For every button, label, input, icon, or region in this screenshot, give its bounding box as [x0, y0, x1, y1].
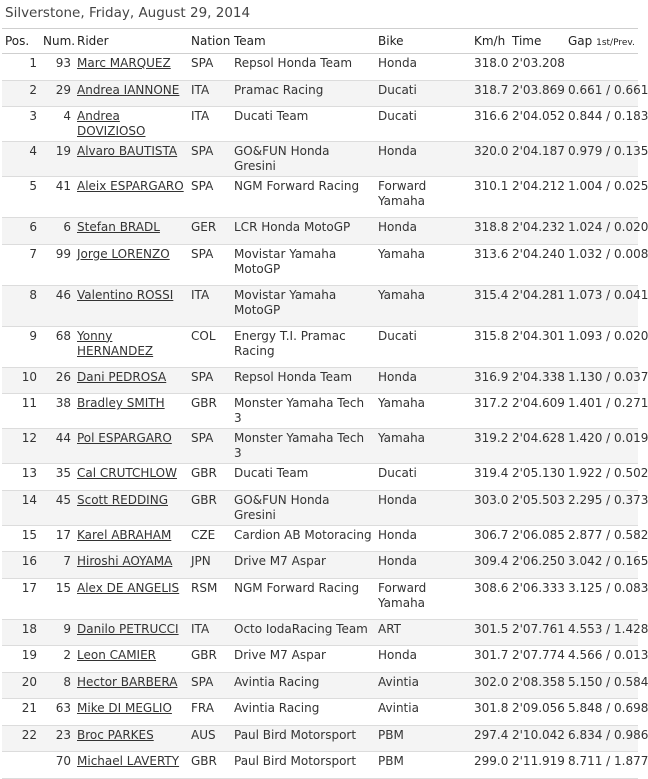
cell-num: 35: [40, 464, 74, 491]
cell-team: Ducati Team: [231, 464, 375, 491]
table-row: [2, 464, 638, 491]
cell-nation: GBR: [188, 464, 231, 491]
cell-kmh: 316.9: [471, 367, 509, 394]
cell-pos: 1: [2, 54, 40, 81]
cell-kmh: 309.4: [471, 552, 509, 579]
cell-num: 63: [40, 699, 74, 726]
cell-kmh: 299.0: [471, 752, 509, 779]
rider-link[interactable]: Michael LAVERTY: [77, 754, 180, 768]
cell-bike: Honda: [375, 552, 471, 579]
cell-rider: [74, 672, 188, 699]
cell-pos: 19: [2, 646, 40, 673]
cell-rider: [74, 752, 188, 779]
table-row: [2, 429, 638, 464]
cell-gap: 4.553 / 1.428: [565, 619, 638, 646]
rider-link[interactable]: Mike DI MEGLIO: [77, 701, 172, 715]
cell-num: 93: [40, 54, 74, 81]
cell-team: Movistar Yamaha MotoGP: [231, 244, 375, 285]
cell-nation: ITA: [188, 285, 231, 326]
cell-nation: SPA: [188, 177, 231, 218]
cell-time: 2'04.338: [509, 367, 565, 394]
cell-num: 7: [40, 552, 74, 579]
table-row: [2, 646, 638, 673]
rider-link[interactable]: Bradley SMITH: [77, 396, 165, 410]
cell-pos: 16: [2, 552, 40, 579]
cell-bike: Honda: [375, 490, 471, 525]
rider-link[interactable]: Yonny HERNANDEZ: [77, 328, 154, 358]
col-header-team: Team: [231, 29, 375, 54]
cell-gap: 1.004 / 0.025: [565, 177, 638, 218]
cell-rider: [74, 326, 188, 367]
table-row: [2, 218, 638, 245]
cell-pos: 15: [2, 525, 40, 552]
cell-time: 2'03.869: [509, 80, 565, 107]
cell-kmh: 317.2: [471, 394, 509, 429]
cell-time: 2'05.130: [509, 464, 565, 491]
cell-team: Cardion AB Motoracing: [231, 525, 375, 552]
cell-team: Ducati Team: [231, 107, 375, 142]
cell-gap: 5.150 / 0.584: [565, 672, 638, 699]
cell-nation: SPA: [188, 672, 231, 699]
cell-bike: Avintia: [375, 699, 471, 726]
cell-kmh: 318.0: [471, 54, 509, 81]
cell-bike: Yamaha: [375, 285, 471, 326]
table-row: [2, 725, 638, 752]
cell-pos: 9: [2, 326, 40, 367]
cell-nation: SPA: [188, 244, 231, 285]
rider-link[interactable]: Alvaro BAUTISTA: [77, 144, 178, 158]
cell-bike: Avintia: [375, 672, 471, 699]
cell-bike: PBM: [375, 725, 471, 752]
cell-gap: 1.024 / 0.020: [565, 218, 638, 245]
cell-kmh: 319.4: [471, 464, 509, 491]
gap-label: Gap: [568, 34, 593, 48]
cell-team: Avintia Racing: [231, 672, 375, 699]
cell-num: 45: [40, 490, 74, 525]
cell-gap: 8.711 / 1.877: [565, 752, 638, 779]
cell-rider: [74, 464, 188, 491]
table-row: [2, 54, 638, 81]
cell-nation: GBR: [188, 490, 231, 525]
cell-time: 2'04.240: [509, 244, 565, 285]
cell-pos: 17: [2, 578, 40, 619]
cell-gap: 6.834 / 0.986: [565, 725, 638, 752]
header-row: [2, 29, 638, 54]
table-row: [2, 578, 638, 619]
table-row: [2, 177, 638, 218]
cell-bike: Yamaha: [375, 394, 471, 429]
cell-team: Monster Yamaha Tech 3: [231, 429, 375, 464]
cell-team: Drive M7 Aspar: [231, 552, 375, 579]
cell-time: 2'04.609: [509, 394, 565, 429]
cell-num: 23: [40, 725, 74, 752]
cell-kmh: 320.0: [471, 142, 509, 177]
cell-nation: JPN: [188, 552, 231, 579]
cell-time: 2'04.187: [509, 142, 565, 177]
rider-link[interactable]: Jorge LORENZO: [77, 246, 170, 261]
cell-num: 15: [40, 578, 74, 619]
cell-num: 44: [40, 429, 74, 464]
cell-pos: 4: [2, 142, 40, 177]
cell-pos: 18: [2, 619, 40, 646]
col-header-num: Num.: [40, 29, 74, 54]
cell-bike: Honda: [375, 142, 471, 177]
cell-num: 8: [40, 672, 74, 699]
cell-gap: 5.848 / 0.698: [565, 699, 638, 726]
cell-kmh: 310.1: [471, 177, 509, 218]
cell-gap: 3.125 / 0.083: [565, 578, 638, 619]
cell-bike: PBM: [375, 752, 471, 779]
col-header-time: Time: [509, 29, 565, 54]
cell-bike: Honda: [375, 525, 471, 552]
cell-rider: [74, 80, 188, 107]
cell-rider: [74, 142, 188, 177]
cell-nation: ITA: [188, 107, 231, 142]
table-row: [2, 367, 638, 394]
rider-link[interactable]: Danilo PETRUCCI: [77, 621, 179, 636]
cell-team: Repsol Honda Team: [231, 54, 375, 81]
cell-kmh: 301.5: [471, 619, 509, 646]
cell-nation: ITA: [188, 619, 231, 646]
cell-kmh: 316.6: [471, 107, 509, 142]
table-row: [2, 142, 638, 177]
cell-time: 2'11.919: [509, 752, 565, 779]
table-row: [2, 752, 638, 779]
cell-kmh: 318.7: [471, 80, 509, 107]
cell-time: 2'09.056: [509, 699, 565, 726]
table-row: [2, 394, 638, 429]
cell-pos: [2, 752, 40, 779]
cell-rider: [74, 552, 188, 579]
cell-num: 29: [40, 80, 74, 107]
cell-kmh: 303.0: [471, 490, 509, 525]
cell-time: 2'04.281: [509, 285, 565, 326]
cell-pos: 13: [2, 464, 40, 491]
rider-link[interactable]: Stefan BRADL: [77, 220, 160, 234]
cell-num: 2: [40, 646, 74, 673]
cell-nation: RSM: [188, 578, 231, 619]
cell-gap: 0.661 / 0.661: [565, 80, 638, 107]
cell-time: 2'05.503: [509, 490, 565, 525]
cell-rider: [74, 285, 188, 326]
table-row: [2, 107, 638, 142]
cell-num: 38: [40, 394, 74, 429]
cell-kmh: 301.7: [471, 646, 509, 673]
results-table: [2, 28, 648, 779]
cell-time: 2'10.042: [509, 725, 565, 752]
cell-gap: 1.401 / 0.271: [565, 394, 638, 429]
cell-nation: SPA: [188, 142, 231, 177]
cell-pos: 20: [2, 672, 40, 699]
cell-rider: [74, 394, 188, 429]
cell-nation: ITA: [188, 80, 231, 107]
cell-team: Pramac Racing: [231, 80, 375, 107]
cell-gap: 0.979 / 0.135: [565, 142, 638, 177]
cell-rider: [74, 218, 188, 245]
cell-team: Avintia Racing: [231, 699, 375, 726]
cell-gap: 1.420 / 0.019: [565, 429, 638, 464]
cell-kmh: 315.4: [471, 285, 509, 326]
cell-bike: Honda: [375, 646, 471, 673]
cell-time: 2'07.774: [509, 646, 565, 673]
cell-num: 70: [40, 752, 74, 779]
cell-time: 2'04.301: [509, 326, 565, 367]
cell-rider: [74, 490, 188, 525]
cell-kmh: 318.8: [471, 218, 509, 245]
cell-time: 2'06.250: [509, 552, 565, 579]
cell-bike: Honda: [375, 54, 471, 81]
cell-num: 26: [40, 367, 74, 394]
cell-time: 2'04.232: [509, 218, 565, 245]
cell-rider: [74, 54, 188, 81]
page-title: Silverstone, Friday, August 29, 2014: [5, 5, 251, 21]
cell-bike: Forward Yamaha: [375, 177, 471, 218]
table-row: [2, 619, 638, 646]
cell-pos: 3: [2, 107, 40, 142]
cell-rider: [74, 646, 188, 673]
cell-nation: COL: [188, 326, 231, 367]
cell-pos: 2: [2, 80, 40, 107]
cell-team: Octo IodaRacing Team: [231, 619, 375, 646]
cell-num: 9: [40, 619, 74, 646]
cell-rider: [74, 367, 188, 394]
cell-rider: [74, 177, 188, 218]
cell-time: 2'07.761: [509, 619, 565, 646]
cell-time: 2'03.208: [509, 54, 565, 81]
cell-gap: 1.032 / 0.008: [565, 244, 638, 285]
rider-link[interactable]: Scott REDDING: [77, 492, 168, 507]
rider-link[interactable]: Andrea IANNONE: [77, 82, 180, 97]
cell-rider: [74, 525, 188, 552]
cell-team: Paul Bird Motorsport: [231, 725, 375, 752]
cell-pos: 10: [2, 367, 40, 394]
cell-gap: 2.295 / 0.373: [565, 490, 638, 525]
cell-num: 6: [40, 218, 74, 245]
table-row: [2, 672, 638, 699]
table-row: [2, 285, 638, 326]
cell-bike: Ducati: [375, 326, 471, 367]
table-row: [2, 80, 638, 107]
cell-kmh: 319.2: [471, 429, 509, 464]
cell-num: 17: [40, 525, 74, 552]
cell-team: Paul Bird Motorsport: [231, 752, 375, 779]
rider-link[interactable]: Alex DE ANGELIS: [77, 580, 180, 595]
cell-team: Drive M7 Aspar: [231, 646, 375, 673]
col-header-nation: Nation: [188, 29, 231, 54]
rider-link[interactable]: Valentino ROSSI: [77, 287, 174, 302]
cell-rider: [74, 244, 188, 285]
col-header-bike: Bike: [375, 29, 471, 54]
cell-num: 4: [40, 107, 74, 142]
cell-time: 2'04.628: [509, 429, 565, 464]
cell-gap: 1.073 / 0.041: [565, 285, 638, 326]
rider-link[interactable]: Broc PARKES: [77, 727, 154, 742]
cell-gap: 4.566 / 0.013: [565, 646, 638, 673]
cell-rider: [74, 725, 188, 752]
rider-link[interactable]: Karel ABRAHAM: [77, 527, 172, 542]
cell-team: Repsol Honda Team: [231, 367, 375, 394]
col-header-gap: [565, 29, 638, 54]
cell-gap: 3.042 / 0.165: [565, 552, 638, 579]
cell-gap: 0.844 / 0.183: [565, 107, 638, 142]
col-header-rider: Rider: [74, 29, 188, 54]
rider-link[interactable]: Leon CAMIER: [77, 648, 157, 662]
cell-nation: GBR: [188, 646, 231, 673]
table-row: [2, 699, 638, 726]
cell-nation: SPA: [188, 429, 231, 464]
rider-link[interactable]: Cal CRUTCHLOW: [77, 466, 177, 480]
cell-bike: Ducati: [375, 107, 471, 142]
rider-link[interactable]: Dani PEDROSA: [77, 369, 167, 384]
cell-rider: [74, 107, 188, 142]
cell-pos: 6: [2, 218, 40, 245]
cell-team: GO&FUN Honda Gresini: [231, 142, 375, 177]
cell-bike: Ducati: [375, 464, 471, 491]
cell-pos: 11: [2, 394, 40, 429]
cell-pos: 22: [2, 725, 40, 752]
table-row: [2, 552, 638, 579]
cell-team: LCR Honda MotoGP: [231, 218, 375, 245]
cell-bike: Yamaha: [375, 429, 471, 464]
cell-gap: 1.922 / 0.502: [565, 464, 638, 491]
cell-team: NGM Forward Racing: [231, 177, 375, 218]
cell-time: 2'06.333: [509, 578, 565, 619]
cell-kmh: 308.6: [471, 578, 509, 619]
cell-bike: Ducati: [375, 80, 471, 107]
cell-pos: 5: [2, 177, 40, 218]
rider-link[interactable]: Andrea DOVIZIOSO: [77, 109, 146, 138]
cell-nation: SPA: [188, 367, 231, 394]
cell-pos: 12: [2, 429, 40, 464]
cell-rider: [74, 578, 188, 619]
cell-rider: [74, 429, 188, 464]
cell-nation: GBR: [188, 394, 231, 429]
cell-bike: ART: [375, 619, 471, 646]
cell-pos: 7: [2, 244, 40, 285]
cell-nation: AUS: [188, 725, 231, 752]
cell-nation: GBR: [188, 752, 231, 779]
cell-num: 19: [40, 142, 74, 177]
gap-sub-label: 1st/Prev.: [596, 38, 635, 48]
cell-team: Movistar Yamaha MotoGP: [231, 285, 375, 326]
cell-time: 2'06.085: [509, 525, 565, 552]
table-row: [2, 326, 638, 367]
cell-kmh: 301.8: [471, 699, 509, 726]
cell-team: Monster Yamaha Tech 3: [231, 394, 375, 429]
cell-time: 2'04.212: [509, 177, 565, 218]
rider-link[interactable]: Hiroshi AOYAMA: [77, 554, 173, 568]
cell-gap: 2.877 / 0.582: [565, 525, 638, 552]
cell-kmh: 306.7: [471, 525, 509, 552]
table-row: [2, 244, 638, 285]
cell-bike: Honda: [375, 367, 471, 394]
table-row: [2, 490, 638, 525]
cell-gap: [565, 54, 638, 81]
rider-link[interactable]: Hector BARBERA: [77, 674, 178, 689]
cell-kmh: 297.4: [471, 725, 509, 752]
col-header-pos: Pos.: [2, 29, 40, 54]
cell-nation: CZE: [188, 525, 231, 552]
cell-team: NGM Forward Racing: [231, 578, 375, 619]
cell-bike: Forward Yamaha: [375, 578, 471, 619]
cell-time: 2'04.052: [509, 107, 565, 142]
cell-team: GO&FUN Honda Gresini: [231, 490, 375, 525]
rider-link[interactable]: Pol ESPARGARO: [77, 431, 172, 445]
cell-bike: Honda: [375, 218, 471, 245]
cell-nation: GER: [188, 218, 231, 245]
cell-kmh: 313.6: [471, 244, 509, 285]
rider-link[interactable]: Aleix ESPARGARO: [77, 179, 184, 193]
cell-rider: [74, 619, 188, 646]
cell-num: 41: [40, 177, 74, 218]
table-row: [2, 525, 638, 552]
cell-team: Energy T.I. Pramac Racing: [231, 326, 375, 367]
col-header-kmh: Km/h: [471, 29, 509, 54]
cell-bike: Yamaha: [375, 244, 471, 285]
cell-nation: SPA: [188, 54, 231, 81]
cell-gap: 1.130 / 0.037: [565, 367, 638, 394]
cell-pos: 14: [2, 490, 40, 525]
cell-num: 99: [40, 244, 74, 285]
cell-pos: 8: [2, 285, 40, 326]
cell-kmh: 302.0: [471, 672, 509, 699]
cell-num: 46: [40, 285, 74, 326]
rider-link[interactable]: Marc MARQUEZ: [77, 56, 171, 70]
cell-kmh: 315.8: [471, 326, 509, 367]
cell-num: 68: [40, 326, 74, 367]
cell-time: 2'08.358: [509, 672, 565, 699]
cell-gap: 1.093 / 0.020: [565, 326, 638, 367]
cell-pos: 21: [2, 699, 40, 726]
cell-nation: FRA: [188, 699, 231, 726]
cell-rider: [74, 699, 188, 726]
